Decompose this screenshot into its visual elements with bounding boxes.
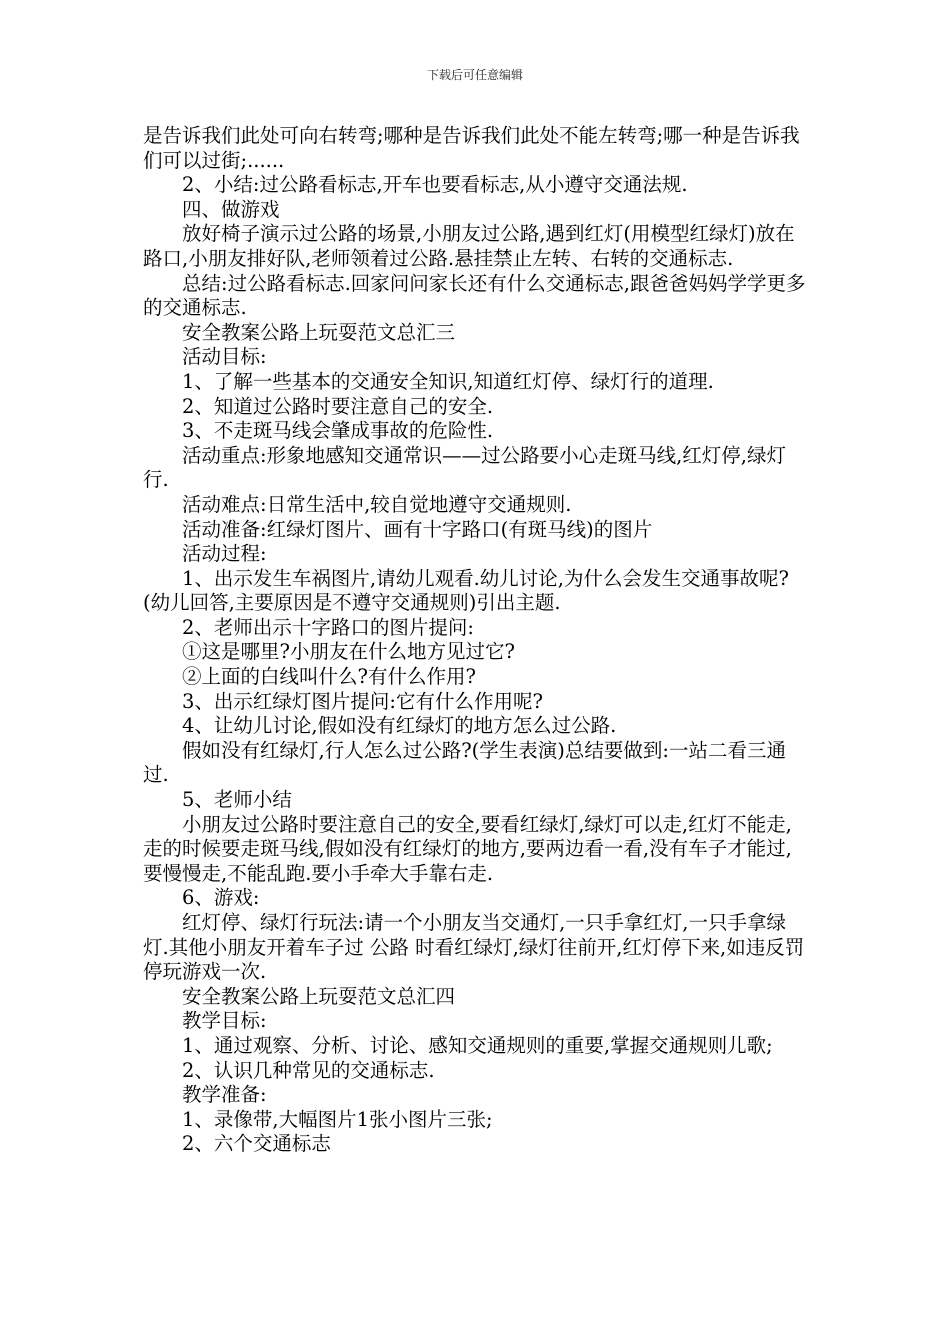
paragraph: 假如没有红绿灯,行人怎么过公路?(学生表演)总结要做到:一站二看三通过. xyxy=(143,738,786,787)
paragraph: 1、出示发生车祸图片,请幼儿观看.幼儿讨论,为什么会发生交通事故呢?(幼儿回答,主要原因是不遵守交通规则)引出主题. xyxy=(143,566,789,615)
paragraph: 教学准备: xyxy=(182,1083,267,1107)
paragraph: 小朋友过公路时要注意自己的安全,要看红绿灯,绿灯可以走,红灯不能走,走的时候要走斑马线,假如没有红绿灯的地方,要两边看一看,没有车子才能过,要慢慢走,不能乱跑.要小手牵大手靠右走. xyxy=(143,812,792,885)
paragraph: 2、老师出示十字路口的图片提问: xyxy=(182,615,474,639)
paragraph: 1、录像带,大幅图片1张小图片三张; xyxy=(182,1107,493,1131)
paragraph: 活动难点:日常生活中,较自觉地遵守交通规则. xyxy=(182,492,572,516)
paragraph: 安全教案公路上玩耍范文总汇三 xyxy=(182,320,456,344)
document-body xyxy=(143,124,811,1157)
page-header: 下载后可任意编辑 xyxy=(426,68,523,82)
paragraph: 1、了解一些基本的交通安全知识,知道红灯停、绿灯行的道理. xyxy=(182,369,714,393)
paragraph: 教学目标: xyxy=(182,1009,267,1033)
paragraph: 安全教案公路上玩耍范文总汇四 xyxy=(182,984,456,1008)
paragraph: 红灯停、绿灯行玩法:请一个小朋友当交通灯,一只手拿红灯,一只手拿绿灯.其他小朋友开着车子过 公路 时看红绿灯,绿灯往前开,红灯停下来,如违反罚停玩游戏一次. xyxy=(143,911,805,984)
paragraph: 放好椅子演示过公路的场景,小朋友过公路,遇到红灯(用模型红绿灯)放在路口,小朋友排好队,老师领着过公路.悬挂禁止左转、右转的交通标志. xyxy=(143,222,795,270)
paragraph: 2、认识几种常见的交通标志. xyxy=(182,1058,435,1082)
paragraph: 活动准备:红绿灯图片、画有十字路口(有斑马线)的图片 xyxy=(182,517,653,541)
paragraph: 3、不走斑马线会肇成事故的危险性. xyxy=(182,419,494,443)
paragraph: 3、出示红绿灯图片提问:它有什么作用呢? xyxy=(182,689,543,713)
paragraph: 5、老师小结 xyxy=(182,788,292,812)
paragraph: 活动过程: xyxy=(182,542,267,566)
paragraph: 2、小结:过公路看标志,开车也要看标志,从小遵守交通法规. xyxy=(182,173,688,197)
paragraph: 1、通过观察、分析、讨论、感知交通规则的重要,掌握交通规则儿歌; xyxy=(182,1033,773,1057)
paragraph: 6、游戏: xyxy=(182,886,260,910)
paragraph: 活动重点:形象地感知交通常识——过公路要小心走斑马线,红灯停,绿灯行. xyxy=(143,443,786,492)
paragraph: ②上面的白线叫什么?有什么作用? xyxy=(182,665,476,689)
paragraph: 2、知道过公路时要注意自己的安全. xyxy=(182,394,494,418)
paragraph: 2、六个交通标志 xyxy=(182,1132,331,1156)
paragraph: ①这是哪里?小朋友在什么地方见过它? xyxy=(182,640,515,664)
paragraph: 总结:过公路看标志.回家问问家长还有什么交通标志,跟爸爸妈妈学学更多的交通标志. xyxy=(143,271,806,320)
paragraph: 4、让幼儿讨论,假如没有红绿灯的地方怎么过公路. xyxy=(182,714,617,738)
paragraph: 是告诉我们此处可向右转弯;哪种是告诉我们此处不能左转弯;哪一种是告诉我们可以过街;...... xyxy=(143,124,800,172)
paragraph: 活动目标: xyxy=(182,345,267,369)
paragraph: 四、做游戏 xyxy=(182,197,280,221)
